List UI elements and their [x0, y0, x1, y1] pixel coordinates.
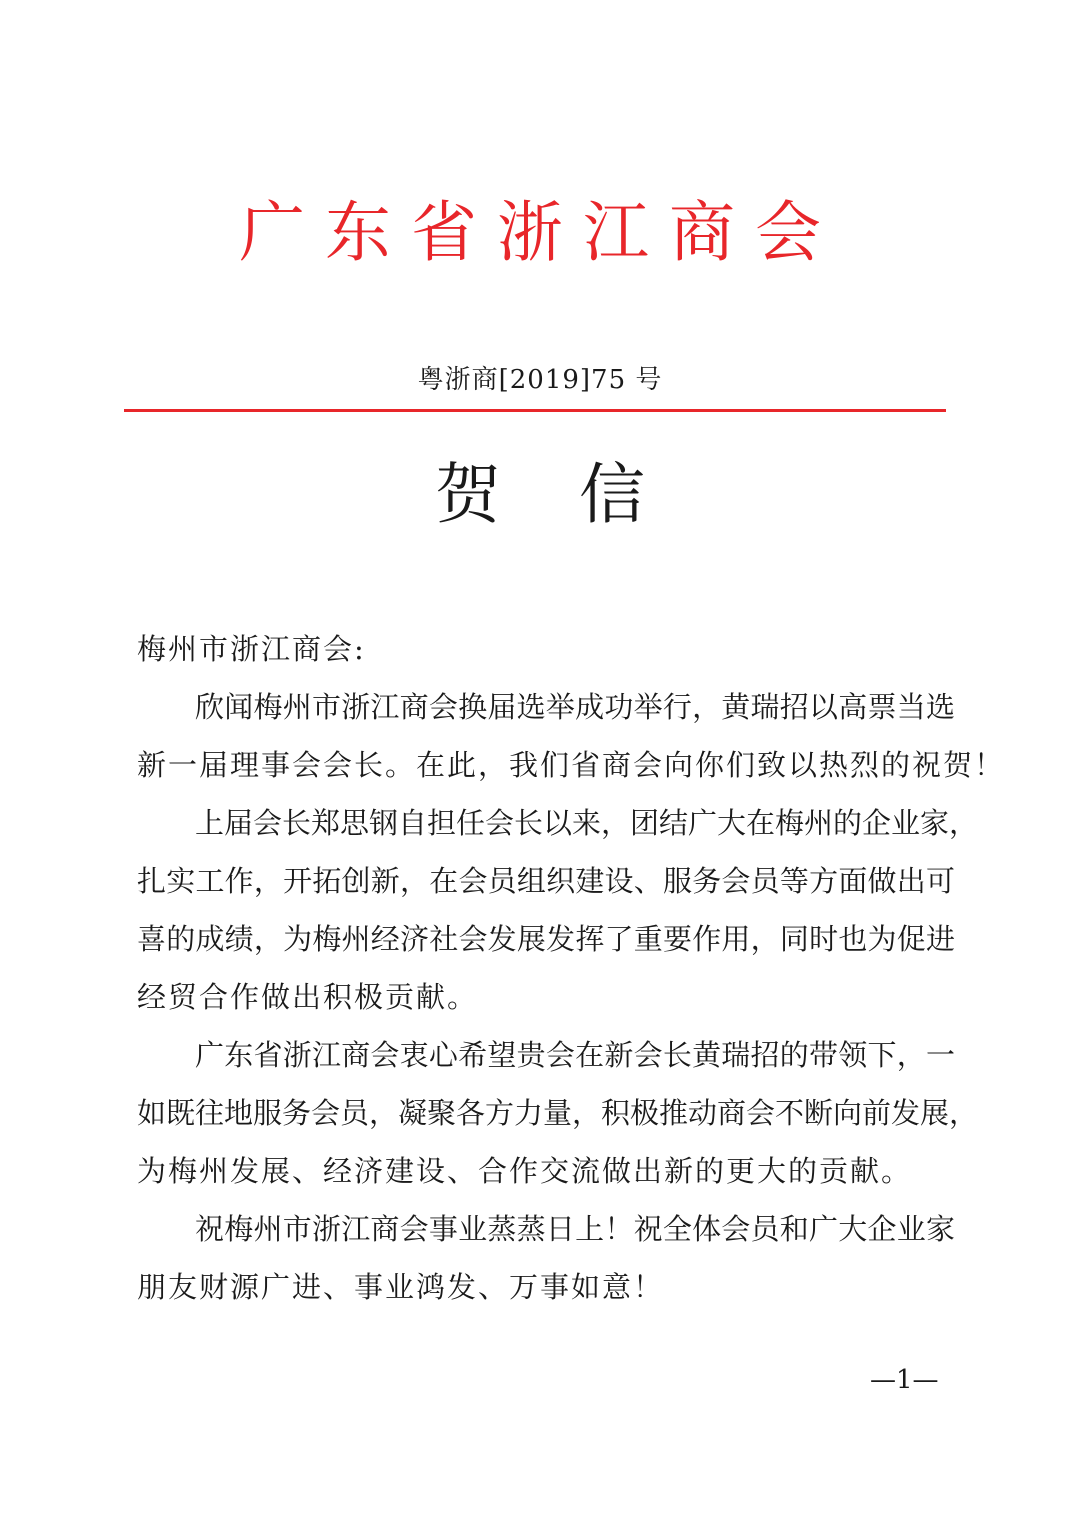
paragraph-4-line-2: 朋友财源广进、事业鸿发、万事如意！ [137, 1270, 665, 1304]
paragraph-2-line-2: 扎实工作，开拓创新，在会员组织建设、服务会员等方面做出可 [137, 864, 955, 898]
salutation: 梅州市浙江商会: [137, 632, 366, 666]
paragraph-3-line-2: 如既往地服务会员，凝聚各方力量，积极推动商会不断向前发展， [137, 1096, 979, 1130]
paragraph-3-line-3: 为梅州发展、经济建设、合作交流做出新的更大的贡献。 [137, 1154, 913, 1188]
paragraph-4-line-1: 祝梅州市浙江商会事业蒸蒸日上！祝全体会员和广大企业家 [195, 1212, 955, 1246]
paragraph-3-line-1: 广东省浙江商会衷心希望贵会在新会长黄瑞招的带领下，一 [195, 1038, 955, 1072]
letter-body [137, 620, 1006, 1316]
page-number: —1— [870, 1365, 939, 1395]
organization-header: 广东省浙江商会 [239, 194, 841, 271]
document-number: 粤浙商[2019]75 号 [417, 365, 663, 395]
red-divider-line [124, 409, 946, 412]
paragraph-1-line-2: 新一届理事会会长。在此，我们省商会向你们致以热烈的祝贺！ [137, 748, 1006, 782]
letter-title-char-2: 信 [579, 456, 645, 533]
paragraph-1-line-1: 欣闻梅州市浙江商会换届选举成功举行，黄瑞招以高票当选 [195, 690, 955, 724]
letter-title [0, 455, 1080, 535]
letter-title-char-1: 贺 [435, 456, 501, 533]
paragraph-2-line-3: 喜的成绩，为梅州经济社会发展发挥了重要作用，同时也为促进 [137, 922, 955, 956]
paragraph-2-line-1: 上届会长郑思钢自担任会长以来，团结广大在梅州的企业家， [195, 806, 979, 840]
paragraph-2-line-4: 经贸合作做出积极贡献。 [137, 980, 479, 1014]
